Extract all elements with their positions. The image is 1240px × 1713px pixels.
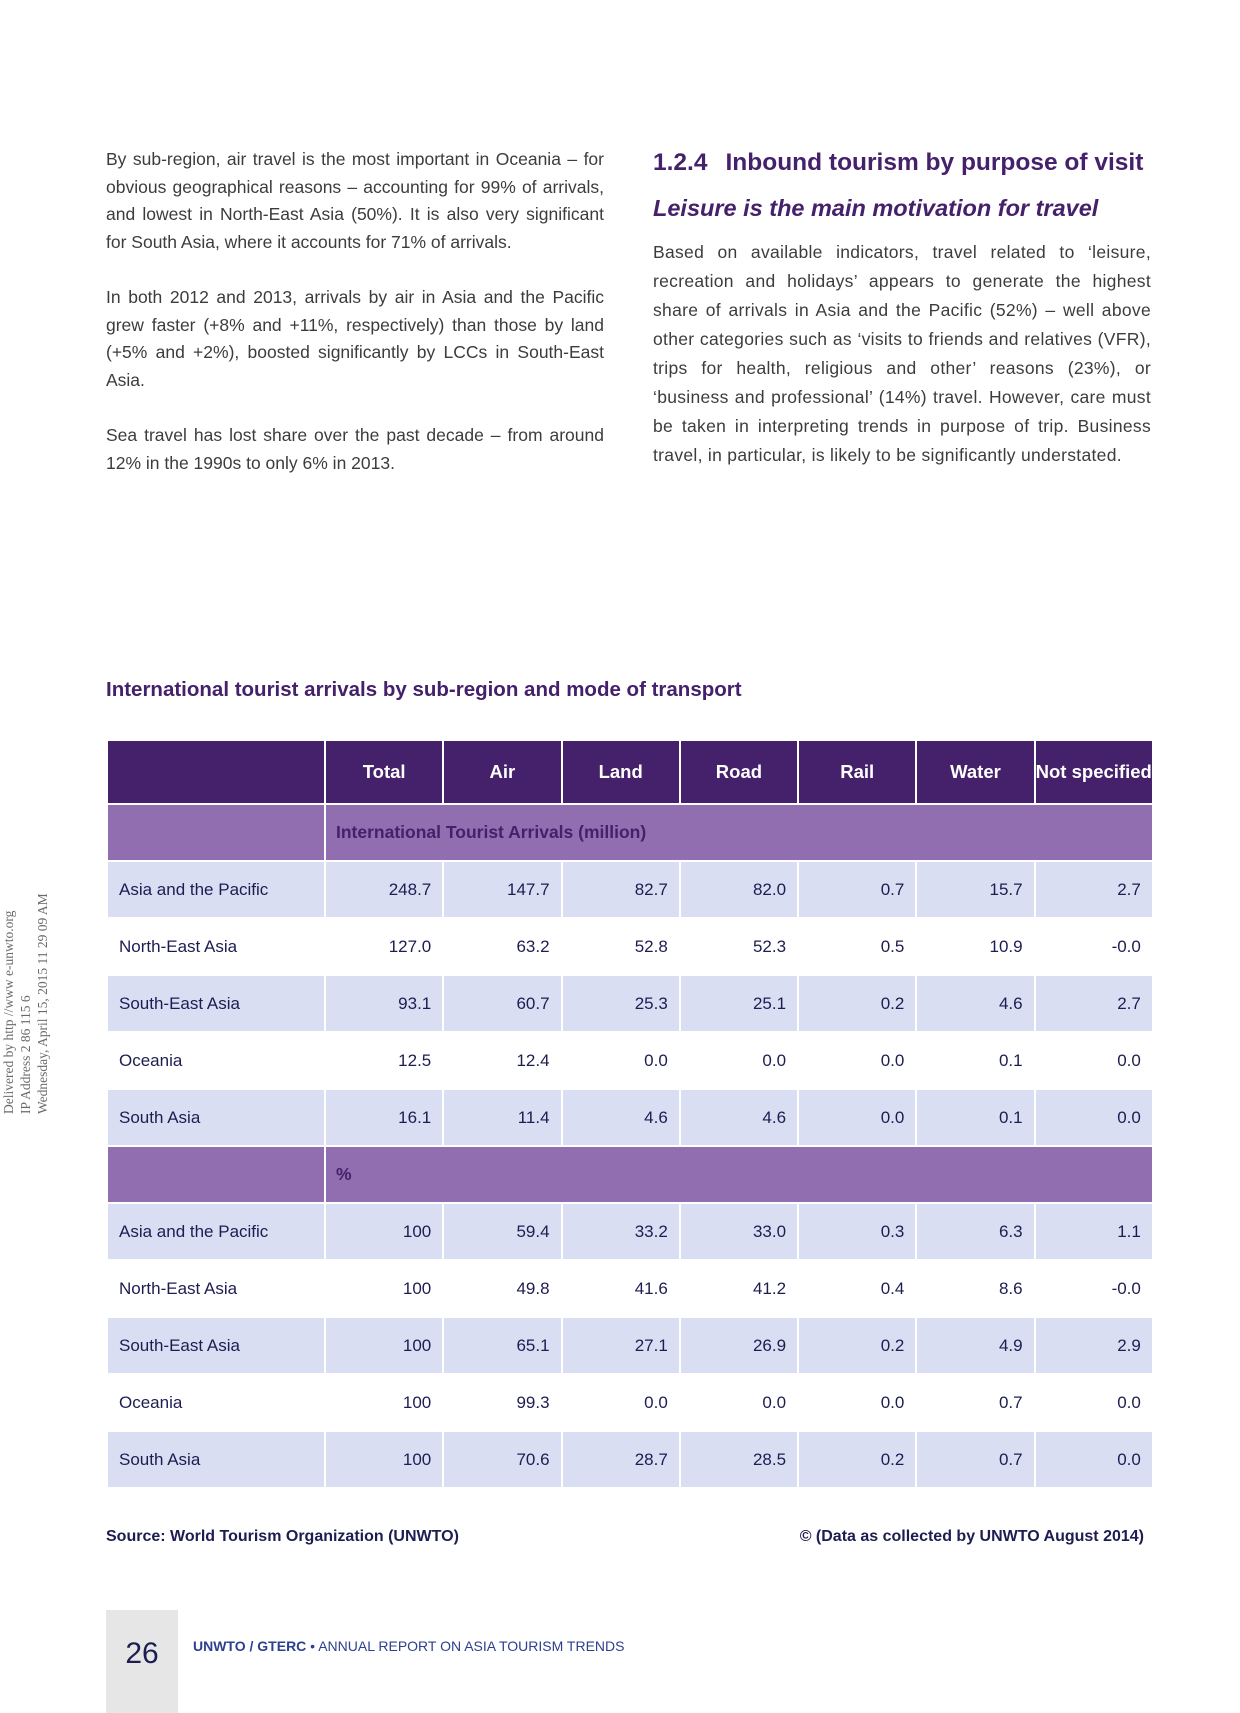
cell-value: 16.1 <box>325 1089 443 1146</box>
arrivals-table <box>106 739 1154 1489</box>
cell-value: 248.7 <box>325 861 443 918</box>
row-region: Asia and the Pacific <box>107 861 325 918</box>
cell-value: 0.0 <box>1035 1089 1153 1146</box>
row-region: Oceania <box>107 1374 325 1431</box>
right-column <box>653 146 1151 470</box>
column-header-rail: Rail <box>798 740 916 804</box>
cell-value: 0.1 <box>916 1089 1034 1146</box>
row-region: South-East Asia <box>107 975 325 1032</box>
column-header-region <box>107 740 325 804</box>
cell-value: 28.7 <box>562 1431 680 1488</box>
cell-value: 100 <box>325 1431 443 1488</box>
running-footer <box>193 1638 624 1654</box>
page-number: 26 <box>125 1637 159 1670</box>
table-row <box>107 861 1153 918</box>
table-source: Source: World Tourism Organization (UNWTO) <box>106 1528 459 1545</box>
cell-value: 0.7 <box>798 861 916 918</box>
row-region: Asia and the Pacific <box>107 1203 325 1260</box>
cell-value: 100 <box>325 1260 443 1317</box>
cell-value: 100 <box>325 1374 443 1431</box>
cell-value: 0.1 <box>916 1032 1034 1089</box>
cell-value: 0.0 <box>1035 1374 1153 1431</box>
cell-value: 127.0 <box>325 918 443 975</box>
section-heading <box>653 146 1151 180</box>
row-region: South Asia <box>107 1089 325 1146</box>
cell-value: 0.0 <box>680 1032 798 1089</box>
section-number: 1.2.4 <box>653 149 708 176</box>
column-header-water: Water <box>916 740 1034 804</box>
left-paragraph-1: By sub-region, air travel is the most important in Oceania – for obvious geographical reasons – accounting for 99% of arrivals, and lowest in North-East Asia (50%). It is also very significant for South Asia, where it accounts for 71% of arrivals. <box>106 149 604 252</box>
table-row <box>107 918 1153 975</box>
band-row-percent <box>107 1146 1153 1203</box>
cell-value: 0.0 <box>798 1374 916 1431</box>
band-row-arrivals <box>107 804 1153 861</box>
table-row <box>107 1431 1153 1488</box>
cell-value: 25.1 <box>680 975 798 1032</box>
left-column <box>106 146 604 505</box>
table-row <box>107 975 1153 1032</box>
cell-value: 0.5 <box>798 918 916 975</box>
cell-value: 0.0 <box>562 1032 680 1089</box>
row-region: North-East Asia <box>107 918 325 975</box>
cell-value: 65.1 <box>443 1317 561 1374</box>
cell-value: 10.9 <box>916 918 1034 975</box>
cell-value: 52.8 <box>562 918 680 975</box>
table-row <box>107 1260 1153 1317</box>
cell-value: 0.0 <box>798 1032 916 1089</box>
table-row <box>107 1317 1153 1374</box>
cell-value: 4.6 <box>916 975 1034 1032</box>
cell-value: 49.8 <box>443 1260 561 1317</box>
cell-value: 100 <box>325 1317 443 1374</box>
cell-value: 2.9 <box>1035 1317 1153 1374</box>
cell-value: 6.3 <box>916 1203 1034 1260</box>
cell-value: 0.4 <box>798 1260 916 1317</box>
table-row <box>107 1374 1153 1431</box>
cell-value: 4.6 <box>680 1089 798 1146</box>
cell-value: 147.7 <box>443 861 561 918</box>
delivery-line-1: Delivered by http //www e-unwto.org <box>1 910 16 1114</box>
cell-value: 4.9 <box>916 1317 1034 1374</box>
cell-value: 11.4 <box>443 1089 561 1146</box>
cell-value: 2.7 <box>1035 861 1153 918</box>
band-label-percent: % <box>325 1146 1153 1203</box>
cell-value: 12.5 <box>325 1032 443 1089</box>
row-region: Oceania <box>107 1032 325 1089</box>
cell-value: 100 <box>325 1203 443 1260</box>
delivery-line-2: IP Address 2 86 115 6 <box>18 995 33 1114</box>
cell-value: 60.7 <box>443 975 561 1032</box>
cell-value: 4.6 <box>562 1089 680 1146</box>
cell-value: 28.5 <box>680 1431 798 1488</box>
cell-value: 0.7 <box>916 1431 1034 1488</box>
cell-value: 0.3 <box>798 1203 916 1260</box>
cell-value: 0.0 <box>562 1374 680 1431</box>
table-header-row <box>107 740 1153 804</box>
cell-value: 33.2 <box>562 1203 680 1260</box>
cell-value: 12.4 <box>443 1032 561 1089</box>
right-paragraph: Based on available indicators, travel related to ‘leisure, recreation and holidays’ appears to generate the highest share of arrivals in Asia and the Pacific (52%) – well above other categories such as ‘visits to friends and relatives (VFR), trips for health, religious and other’ reasons (23%), or ‘business and professional’ (14%) travel. However, care must be taken in interpreting trends in purpose of trip. Business travel, in particular, is likely to be significantly understated. <box>653 242 1151 465</box>
left-paragraph-3: Sea travel has lost share over the past decade – from around 12% in the 1990s to only 6% in 2013. <box>106 425 604 473</box>
cell-value: 41.6 <box>562 1260 680 1317</box>
footer-org: UNWTO / GTERC <box>193 1638 307 1654</box>
cell-value: 0.2 <box>798 1431 916 1488</box>
table-title: International tourist arrivals by sub-region and mode of transport <box>106 678 742 701</box>
cell-value: 0.0 <box>680 1374 798 1431</box>
cell-value: -0.0 <box>1035 918 1153 975</box>
footer-separator: • <box>306 1638 319 1654</box>
cell-value: 82.7 <box>562 861 680 918</box>
cell-value: 27.1 <box>562 1317 680 1374</box>
cell-value: 8.6 <box>916 1260 1034 1317</box>
cell-value: 0.0 <box>1035 1032 1153 1089</box>
cell-value: 1.1 <box>1035 1203 1153 1260</box>
cell-value: 15.7 <box>916 861 1034 918</box>
delivery-line-3: Wednesday, April 15, 2015 11 29 09 AM <box>35 893 50 1114</box>
cell-value: 93.1 <box>325 975 443 1032</box>
row-region: South-East Asia <box>107 1317 325 1374</box>
column-header-not-specified: Not specified <box>1035 740 1153 804</box>
cell-value: 41.2 <box>680 1260 798 1317</box>
cell-value: 0.2 <box>798 975 916 1032</box>
section-title: Inbound tourism by purpose of visit <box>725 149 1144 176</box>
cell-value: 0.2 <box>798 1317 916 1374</box>
footer-report-title: ANNUAL REPORT ON ASIA TOURISM TRENDS <box>318 1638 625 1654</box>
band-label-arrivals: International Tourist Arrivals (million) <box>325 804 1153 861</box>
cell-value: 33.0 <box>680 1203 798 1260</box>
cell-value: -0.0 <box>1035 1260 1153 1317</box>
section-subheading: Leisure is the main motivation for travel <box>653 195 1099 221</box>
table-copyright: © (Data as collected by UNWTO August 2014) <box>799 1528 1144 1545</box>
cell-value: 26.9 <box>680 1317 798 1374</box>
row-region: South Asia <box>107 1431 325 1488</box>
cell-value: 99.3 <box>443 1374 561 1431</box>
column-header-land: Land <box>562 740 680 804</box>
cell-value: 0.0 <box>798 1089 916 1146</box>
table-row <box>107 1032 1153 1089</box>
left-paragraph-2: In both 2012 and 2013, arrivals by air in Asia and the Pacific grew faster (+8% and +11%, respectively) than those by land (+5% and +2%), boosted significantly by LCCs in South-East Asia. <box>106 287 604 390</box>
cell-value: 70.6 <box>443 1431 561 1488</box>
cell-value: 52.3 <box>680 918 798 975</box>
table-row <box>107 1203 1153 1260</box>
table-row <box>107 1089 1153 1146</box>
column-header-total: Total <box>325 740 443 804</box>
cell-value: 59.4 <box>443 1203 561 1260</box>
cell-value: 25.3 <box>562 975 680 1032</box>
column-header-air: Air <box>443 740 561 804</box>
cell-value: 0.7 <box>916 1374 1034 1431</box>
cell-value: 63.2 <box>443 918 561 975</box>
cell-value: 2.7 <box>1035 975 1153 1032</box>
cell-value: 0.0 <box>1035 1431 1153 1488</box>
column-header-road: Road <box>680 740 798 804</box>
row-region: North-East Asia <box>107 1260 325 1317</box>
cell-value: 82.0 <box>680 861 798 918</box>
